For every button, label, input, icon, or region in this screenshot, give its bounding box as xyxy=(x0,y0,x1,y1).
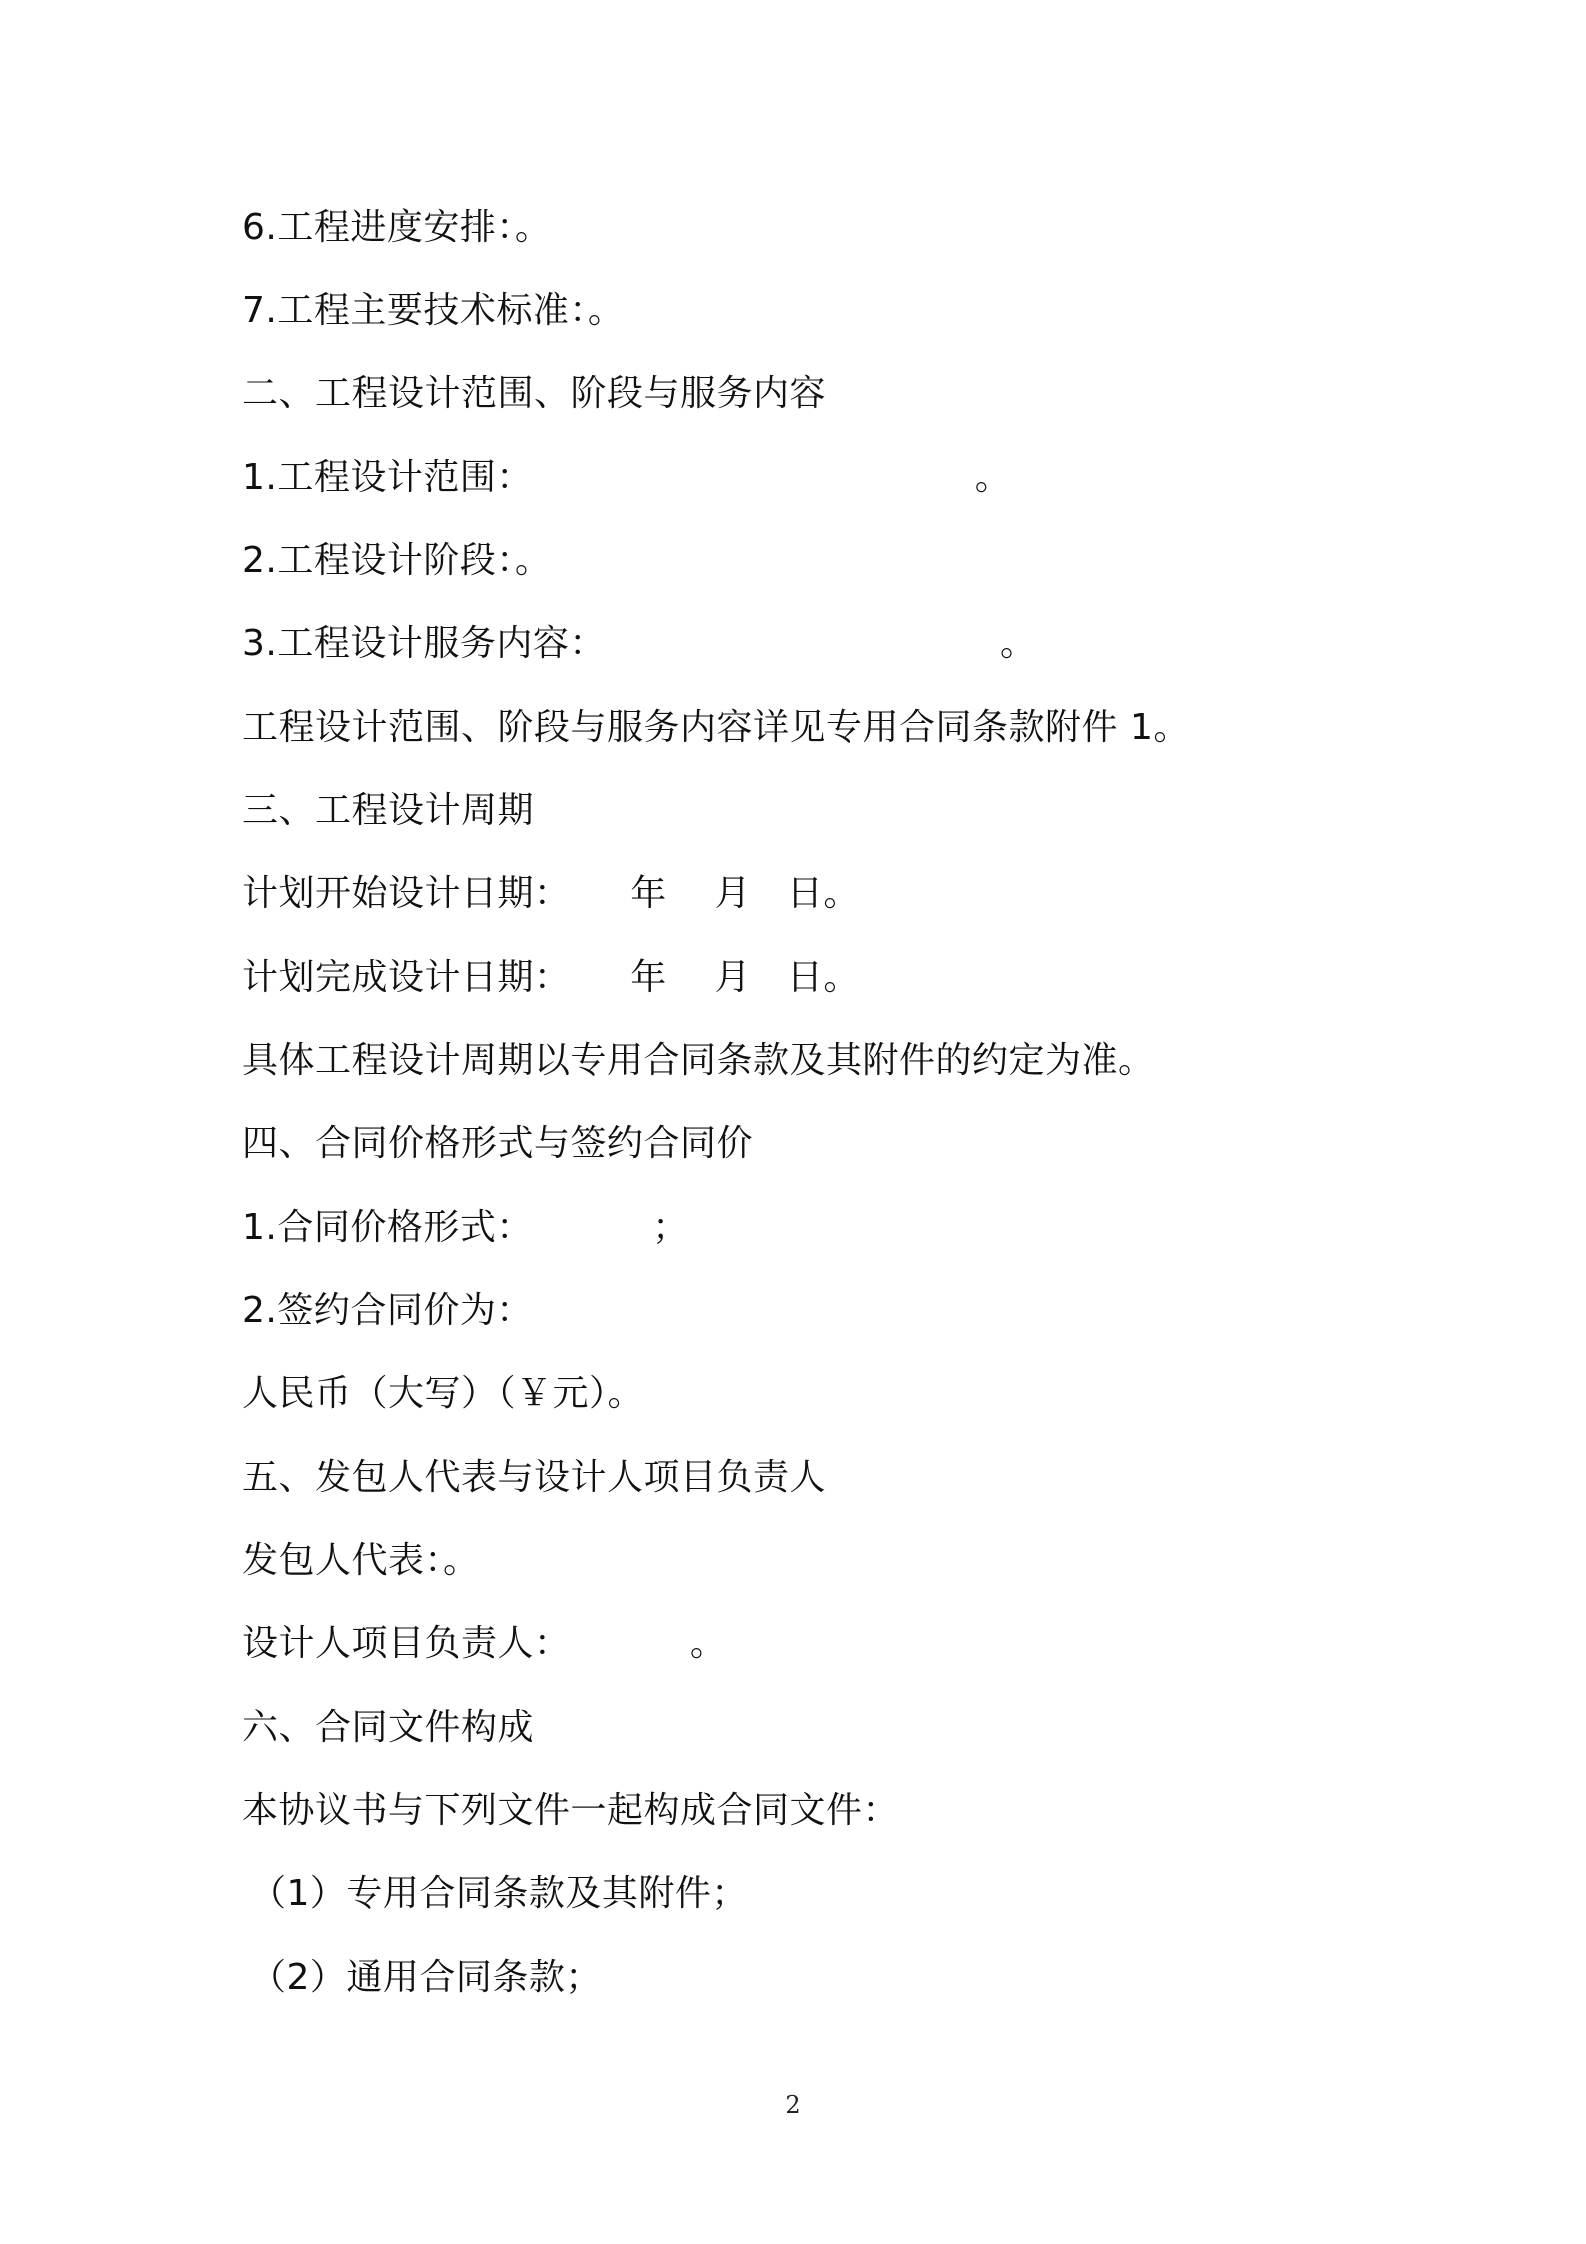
page-number: 2 xyxy=(785,2091,801,2119)
section-heading: 二、工程设计范围、阶段与服务内容 xyxy=(242,373,827,414)
text-line: 计划开始设计日期： 年 月 日。 xyxy=(242,873,860,914)
text-line: 计划完成设计日期： 年 月 日。 xyxy=(242,957,860,998)
text-line: 1.合同价格形式： ； xyxy=(242,1207,689,1248)
text-line: 人民币（大写）（￥元）。 xyxy=(242,1373,645,1414)
text-line: 工程设计范围、阶段与服务内容详见专用合同条款附件 1。 xyxy=(242,707,1190,748)
text-line: 6.工程进度安排：。 xyxy=(242,207,552,248)
section-heading: 五、发包人代表与设计人项目负责人 xyxy=(242,1457,827,1498)
text-line: 本协议书与下列文件一起构成合同文件： xyxy=(242,1790,900,1831)
section-heading: 三、工程设计周期 xyxy=(242,790,535,831)
text-line: 3.工程设计服务内容： 。 xyxy=(242,623,1037,664)
text-line: 1.工程设计范围： 。 xyxy=(242,457,1012,498)
text-line: 发包人代表：。 xyxy=(242,1540,480,1581)
text-line: 具体工程设计周期以专用合同条款及其附件的约定为准。 xyxy=(242,1040,1155,1081)
section-heading: 四、合同价格形式与签约合同价 xyxy=(242,1123,754,1164)
section-heading: 六、合同文件构成 xyxy=(242,1707,535,1748)
text-line: 7.工程主要技术标准：。 xyxy=(242,290,625,331)
text-line: 设计人项目负责人： 。 xyxy=(242,1623,727,1664)
list-item: （1）专用合同条款及其附件； xyxy=(250,1873,748,1914)
text-line: 2.签约合同价为： xyxy=(242,1290,533,1331)
list-item: （2）通用合同条款； xyxy=(250,1957,602,1998)
text-line: 2.工程设计阶段：。 xyxy=(242,540,552,581)
